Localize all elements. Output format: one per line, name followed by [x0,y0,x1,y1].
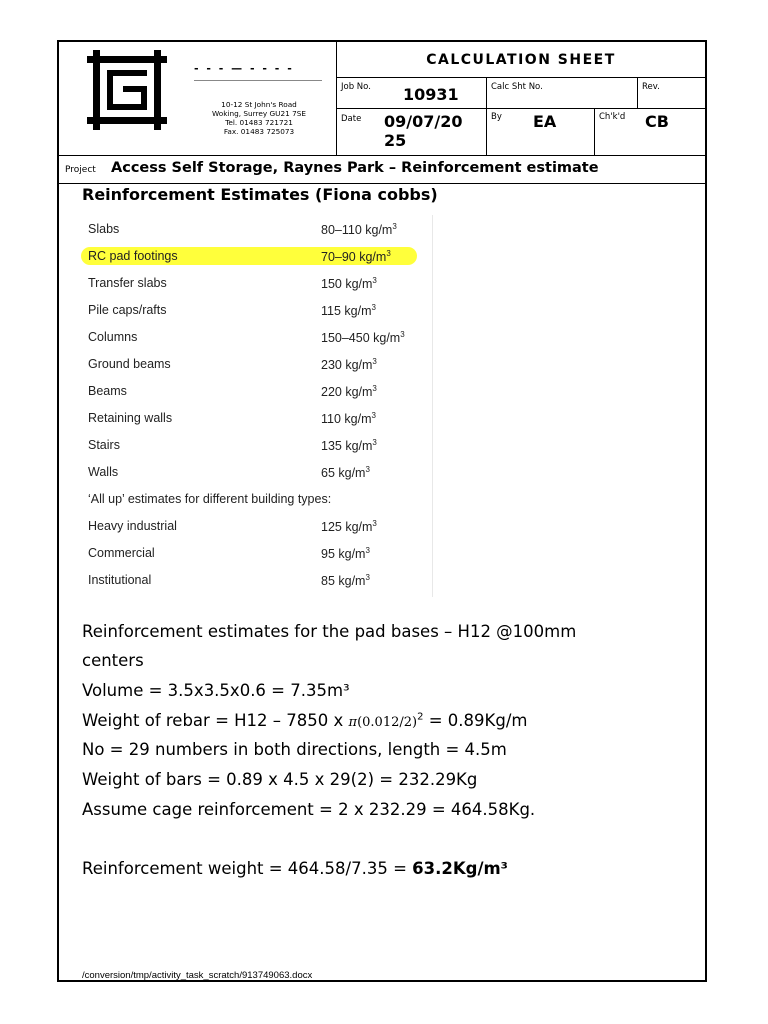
table-row [81,219,433,241]
calc-line-volume: Volume = 3.5x3.5x0.6 = 7.35m³ [82,681,350,700]
calc-line: Reinforcement estimates for the pad bases – H12 @100mm [82,622,577,641]
row-value: 230 $kg/m^3$ [321,357,377,373]
date-label: Date [341,114,362,124]
calc-sht-label: Calc Sht No. [491,82,543,92]
address-line: Fax. 01483 725073 [223,127,295,136]
row-value: 65 $kg/m^3$ [321,465,370,481]
by-cell [487,109,595,155]
calculation-sheet [57,40,707,982]
row-value: 125 $kg/m^3$ [321,519,377,535]
row-name: Stairs [88,438,120,452]
row-value: 110 $kg/m^3$ [321,411,376,427]
calc-line-rebar-weight: Weight of rebar = H12 – 7850 x $\pi(0.012/2)^2 = 0.89Kg/m$ [82,711,528,730]
row-value: 220 $kg/m^3$ [321,384,377,400]
pi-symbol: π [348,715,358,730]
by-label: By [491,112,502,122]
row-name: Slabs [88,222,120,236]
calc-line-result: Reinforcement weight = 464.58/7.35 = 63.2Kg/m³ [82,859,508,878]
row-name: RC pad footings [88,249,178,263]
logo-wordmark: - - - — - - - - [194,62,294,75]
estimates-table [81,215,433,597]
company-logo-block [59,42,337,155]
row-name: Institutional [88,573,152,587]
calc-line: centers [82,651,144,670]
row-value: 150–450 $kg/m^3$ [321,330,405,346]
date-line-2: 25 [384,131,407,150]
table-row [81,273,433,295]
date-cell [337,109,487,155]
address-line: Woking, Surrey GU21 7SE [212,109,306,118]
table-row [81,462,433,484]
job-no-cell [337,78,487,108]
table-row [81,435,433,457]
file-path: /conversion/tmp/activity_task_scratch/913749063.docx [82,970,313,981]
row-name: Ground beams [88,357,171,371]
table-row [81,300,433,322]
company-address [189,100,329,136]
table-row-highlighted [81,246,433,268]
table-row [81,327,433,349]
table-row [81,516,433,538]
header-row-2 [337,109,705,155]
row-value: 135 $kg/m^3$ [321,438,377,454]
table-row [81,354,433,376]
row-value: 115 $kg/m^3$ [321,303,376,319]
job-no-value: 10931 [403,85,459,104]
row-value: 150 $kg/m^3$ [321,276,377,292]
row-name: Heavy industrial [88,519,177,533]
project-row [59,155,705,184]
calc-sht-cell [487,78,638,108]
row-name: Pile caps/rafts [88,303,167,317]
row-name: Retaining walls [88,411,173,425]
row-name: Transfer slabs [88,276,167,290]
header-row-1 [337,78,705,109]
row-value: 85 $kg/m^3$ [321,573,370,589]
building-types-note: ‘All up’ estimates for different building types: [88,492,332,506]
sheet-title: CALCULATION SHEET [337,42,705,78]
project-value: Access Self Storage, Raynes Park – Reinforcement estimate [111,160,599,176]
calc-line-numbers: No = 29 numbers in both directions, length = 4.5m [82,740,507,759]
table-row [81,570,433,592]
table-row [81,408,433,430]
logo-divider [194,80,322,81]
calc-line-cage: Assume cage reinforcement = 2 x 232.29 = 464.58Kg. [82,800,536,819]
date-value [384,112,462,150]
row-value: 80–110 $kg/m^3$ [321,222,397,238]
row-name: Walls [88,465,119,479]
address-line: Tel. 01483 721721 [225,118,293,127]
project-label: Project [65,165,96,175]
by-value: EA [533,112,557,131]
job-no-label: Job No. [341,82,371,92]
checked-value: CB [645,112,669,131]
row-value: 95 $kg/m^3$ [321,546,370,562]
address-line: 10-12 St John's Road [221,100,297,109]
rev-label: Rev. [642,82,660,92]
calc-line-bar-weight: Weight of bars = 0.89 x 4.5 x 29(2) = 232.29Kg [82,770,478,789]
rev-cell [638,78,705,108]
checked-label: Ch'k'd [599,112,626,122]
checked-cell [595,109,705,155]
date-line-1: 09/07/20 [384,112,463,131]
company-logo-icon [87,50,167,130]
row-name: Columns [88,330,138,344]
estimates-title: Reinforcement Estimates (Fiona cobbs) [82,185,438,204]
result-value: 63.2Kg/m³ [412,859,508,878]
row-name: Beams [88,384,127,398]
row-value: 70–90 $kg/m^3$ [321,249,391,265]
row-name: Commercial [88,546,155,560]
table-row [81,381,433,403]
table-row [81,543,433,565]
